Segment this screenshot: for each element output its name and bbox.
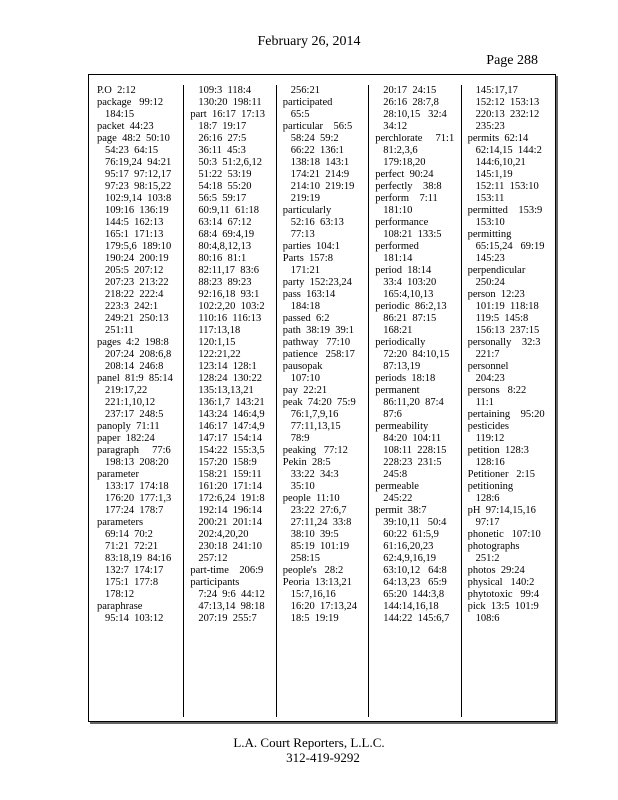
- index-page-refs: 69:14 70:2: [105, 529, 153, 540]
- index-page-refs: 152:12 153:13: [475, 97, 540, 108]
- index-entry: periodic 86:2,13: [375, 301, 447, 312]
- index-page-refs: 258:15: [290, 553, 320, 564]
- index-column-1: [91, 85, 183, 717]
- index-page-refs: 177:24 178:7: [105, 505, 164, 516]
- footer-company: L.A. Court Reporters, L.L.C.: [233, 735, 385, 750]
- index-page-refs: 23:22 27:6,7: [290, 505, 347, 516]
- index-page-refs: 178:12: [105, 589, 135, 600]
- index-page-refs: 97:23 98:15,22: [105, 181, 172, 192]
- index-page-refs: 145:1,19: [475, 169, 513, 180]
- index-page-refs: 133:17 174:18: [105, 481, 169, 492]
- index-page-refs: 223:3 242:1: [105, 301, 159, 312]
- index-page-refs: 83:18,19 84:16: [105, 553, 172, 564]
- page-number: Page 288: [486, 53, 538, 68]
- index-page-refs: 84:20 104:11: [383, 433, 442, 444]
- index-entry: P.O 2:12: [97, 85, 136, 96]
- index-entry: pH 97:14,15,16: [467, 505, 536, 516]
- index-page-refs: 51:22 53:19: [198, 169, 252, 180]
- index-page-refs: 52:16 63:13: [290, 217, 344, 228]
- index-page-refs: 50:3 51:2,6,12: [198, 157, 262, 168]
- index-entry: pick 13:5 101:9: [467, 601, 539, 612]
- index-entry: pay 22:21: [282, 385, 328, 396]
- index-entry: photographs: [467, 541, 520, 552]
- index-entry: permitting: [467, 229, 512, 240]
- index-page-refs: 156:13 237:15: [475, 325, 540, 336]
- index-entry: periods 18:18: [375, 373, 436, 384]
- index-page-refs: 165:1 171:13: [105, 229, 164, 240]
- index-entry: performance: [375, 217, 429, 228]
- index-page-refs: 77:11,13,15: [290, 421, 341, 432]
- index-page-refs: 251:2: [475, 553, 500, 564]
- index-page-refs: 128:6: [475, 493, 500, 504]
- index-page-refs: 78:9: [290, 433, 310, 444]
- index-entry: permeability: [375, 421, 429, 432]
- index-page-refs: 221:1,10,12: [105, 397, 156, 408]
- index-page-refs: 60:22 61:5,9: [383, 529, 439, 540]
- index-page-refs: 108:21 133:5: [383, 229, 442, 240]
- index-page-refs: 15:7,16,16: [290, 589, 336, 600]
- index-page-refs: 110:16 116:13: [198, 313, 262, 324]
- index-page-refs: 207:19 255:7: [198, 613, 257, 624]
- index-entry: panel 81:9 85:14: [97, 373, 173, 384]
- index-page-refs: 119:12: [475, 433, 505, 444]
- index-page-refs: 214:10 219:19: [290, 181, 355, 192]
- index-page-refs: 66:22 136:1: [290, 145, 344, 156]
- index-page-refs: 54:23 64:15: [105, 145, 159, 156]
- index-page-refs: 62:14,15 144:2: [475, 145, 542, 156]
- index-entry: participated: [282, 97, 333, 108]
- index-page-refs: 65:15,24 69:19: [475, 241, 545, 252]
- index-page-refs: 204:23: [475, 373, 505, 384]
- index-page-refs: 144:14,16,18: [383, 601, 439, 612]
- page-date: February 26, 2014: [257, 34, 361, 49]
- index-page-refs: 120:1,15: [198, 337, 236, 348]
- index-column-5: [461, 85, 553, 717]
- index-entry: passed 6:2: [282, 313, 330, 324]
- index-page-refs: 82:11,17 83:6: [198, 265, 259, 276]
- index-page-refs: 27:11,24 33:8: [290, 517, 352, 528]
- index-entry: party 152:23,24: [282, 277, 352, 288]
- index-frame: [88, 74, 556, 722]
- index-page-refs: 145:23: [475, 253, 505, 264]
- index-entry: people 11:10: [282, 493, 340, 504]
- index-page-refs: 63:10,12 64:8: [383, 565, 447, 576]
- index-page-refs: 176:20 177:1,3: [105, 493, 172, 504]
- index-page-refs: 108:6: [475, 613, 500, 624]
- index-page-refs: 65:20 144:3,8: [383, 589, 445, 600]
- index-page-refs: 109:3 118:4: [198, 85, 252, 96]
- index-page-refs: 87:6: [383, 409, 402, 420]
- index-entry: paragraph 77:6: [97, 445, 171, 456]
- index-page-refs: 171:21: [290, 265, 320, 276]
- index-page-refs: 168:21: [383, 325, 413, 336]
- index-entry: path 38:19 39:1: [282, 325, 354, 336]
- index-entry: perchlorate 71:1: [375, 133, 455, 144]
- index-page-refs: 33:22 34:3: [290, 469, 339, 480]
- index-page-refs: 184:15: [105, 109, 135, 120]
- index-page-refs: 77:13: [290, 229, 315, 240]
- index-entry: part 16:17 17:13: [190, 109, 266, 120]
- index-entry: perform 7:11: [375, 193, 438, 204]
- index-page-refs: 198:13 208:20: [105, 457, 169, 468]
- index-entry: Parts 157:8: [282, 253, 333, 264]
- index-page-refs: 145:17,17: [475, 85, 518, 96]
- index-entry: patience 258:17: [282, 349, 355, 360]
- index-page-refs: 128:24 130:22: [198, 373, 262, 384]
- index-entry: periodically: [375, 337, 426, 348]
- index-page-refs: 123:14 128:1: [198, 361, 257, 372]
- index-entry: permitted 153:9: [467, 205, 543, 216]
- index-page-refs: 179:18,20: [383, 157, 426, 168]
- index-entry: petitioning: [467, 481, 514, 492]
- index-page-refs: 26:16 27:5: [198, 133, 247, 144]
- index-entry: paraphrase: [97, 601, 143, 612]
- index-page-refs: 38:10 39:5: [290, 529, 339, 540]
- index-page-refs: 117:13,18: [198, 325, 241, 336]
- index-page-refs: 109:16 136:19: [105, 205, 169, 216]
- index-page-refs: 245:22: [383, 493, 413, 504]
- index-entry: petition 128:3: [467, 445, 529, 456]
- index-entry: phytotoxic 99:4: [467, 589, 540, 600]
- index-entry: pages 4:2 198:8: [97, 337, 169, 348]
- index-column-2: [183, 85, 275, 717]
- index-page-refs: 237:17 248:5: [105, 409, 164, 420]
- index-entry: panoply 71:11: [97, 421, 160, 432]
- index-entry: Petitioner 2:15: [467, 469, 535, 480]
- index-page-refs: 18:5 19:19: [290, 613, 339, 624]
- index-entry: permit 38:7: [375, 505, 427, 516]
- index-entry: participants: [190, 577, 240, 588]
- index-page-refs: 230:18 241:10: [198, 541, 262, 552]
- index-page-refs: 200:21 201:14: [198, 517, 262, 528]
- index-page-refs: 181:10: [383, 205, 413, 216]
- index-page-refs: 56:5 59:17: [198, 193, 247, 204]
- index-entry: perpendicular: [467, 265, 526, 276]
- index-page-refs: 157:20 158:9: [198, 457, 257, 468]
- index-entry: pertaining 95:20: [467, 409, 545, 420]
- index-page-refs: 256:21: [290, 85, 320, 96]
- index-page-refs: 257:12: [198, 553, 228, 564]
- index-entry: parameters: [97, 517, 144, 528]
- index-page-refs: 138:18 143:1: [290, 157, 350, 168]
- index-page-refs: 152:11 153:10: [475, 181, 539, 192]
- index-page-refs: 72:20 84:10,15: [383, 349, 450, 360]
- index-entry: performed: [375, 241, 419, 252]
- index-page-refs: 108:11 228:15: [383, 445, 447, 456]
- index-entry: page 48:2 50:10: [97, 133, 170, 144]
- index-page-refs: 97:17: [475, 517, 500, 528]
- index-page-refs: 119:5 145:8: [475, 313, 529, 324]
- index-page-refs: 179:5,6 189:10: [105, 241, 172, 252]
- index-page-refs: 208:14 246:8: [105, 361, 164, 372]
- index-page-refs: 153:10: [475, 217, 505, 228]
- index-entry: photos 29:24: [467, 565, 525, 576]
- index-entry: people's 28:2: [282, 565, 344, 576]
- index-page-refs: 144:5 162:13: [105, 217, 164, 228]
- index-entry: parties 104:1: [282, 241, 340, 252]
- index-entry: physical 140:2: [467, 577, 535, 588]
- index-page-refs: 219:19: [290, 193, 320, 204]
- index-page-refs: 161:20 171:14: [198, 481, 262, 492]
- index-page-refs: 132:7 174:17: [105, 565, 164, 576]
- footer-phone: 312-419-9292: [286, 750, 360, 765]
- index-page-refs: 7:24 9:6 44:12: [198, 589, 265, 600]
- index-entry: peak 74:20 75:9: [282, 397, 356, 408]
- index-entry: package 99:12: [97, 97, 164, 108]
- index-page-refs: 101:19 118:18: [475, 301, 539, 312]
- index-page-refs: 220:13 232:12: [475, 109, 540, 120]
- index-page-refs: 54:18 55:20: [198, 181, 252, 192]
- index-page-refs: 18:7 19:17: [198, 121, 247, 132]
- index-page-refs: 39:10,11 50:4: [383, 517, 447, 528]
- index-entry: person 12:23: [467, 289, 525, 300]
- index-page-refs: 122:21,22: [198, 349, 241, 360]
- index-page-refs: 64:13,23 65:9: [383, 577, 447, 588]
- index-page-refs: 144:6,10,21: [475, 157, 526, 168]
- index-entry: paper 182:24: [97, 433, 155, 444]
- index-columns: [91, 85, 553, 717]
- index-page-refs: 175:1 177:8: [105, 577, 159, 588]
- index-entry: perfect 90:24: [375, 169, 434, 180]
- index-page-refs: 146:17 147:4,9: [198, 421, 265, 432]
- index-page-refs: 219:17,22: [105, 385, 148, 396]
- index-entry: Peoria 13:13,21: [282, 577, 352, 588]
- index-page-refs: 80:16 81:1: [198, 253, 247, 264]
- index-page-refs: 86:21 87:15: [383, 313, 437, 324]
- index-page-refs: 81:2,3,6: [383, 145, 418, 156]
- index-page-refs: 102:9,14 103:8: [105, 193, 172, 204]
- index-page-refs: 144:22 145:6,7: [383, 613, 450, 624]
- index-page-refs: 158:21 159:11: [198, 469, 262, 480]
- index-page-refs: 76:19,24 94:21: [105, 157, 172, 168]
- index-page-refs: 207:23 213:22: [105, 277, 169, 288]
- index-entry: particular 56:5: [282, 121, 353, 132]
- index-page-refs: 87:13,19: [383, 361, 421, 372]
- index-entry: period 18:14: [375, 265, 432, 276]
- index-page-refs: 154:22 155:3,5: [198, 445, 265, 456]
- index-page-refs: 95:17 97:12,17: [105, 169, 172, 180]
- index-page-refs: 85:19 101:19: [290, 541, 350, 552]
- index-page-refs: 95:14 103:12: [105, 613, 164, 624]
- index-page-refs: 107:10: [290, 373, 320, 384]
- index-page-refs: 92:16,18 93:1: [198, 289, 260, 300]
- index-page-refs: 136:1,7 143:21: [198, 397, 265, 408]
- index-page-refs: 33:4 103:20: [383, 277, 437, 288]
- index-entry: parameter: [97, 469, 139, 480]
- index-page-refs: 181:14: [383, 253, 413, 264]
- index-page-refs: 235:23: [475, 121, 505, 132]
- index-page-refs: 165:4,10,13: [383, 289, 434, 300]
- index-page-refs: 143:24 146:4,9: [198, 409, 265, 420]
- index-entry: pathway 77:10: [282, 337, 351, 348]
- index-page-refs: 153:11: [475, 193, 505, 204]
- index-entry: pass 163:14: [282, 289, 336, 300]
- index-page-refs: 28:10,15 32:4: [383, 109, 447, 120]
- index-page-refs: 249:21 250:13: [105, 313, 169, 324]
- index-page-refs: 221:7: [475, 349, 500, 360]
- index-page-refs: 11:1: [475, 397, 494, 408]
- index-entry: Pekin 28:5: [282, 457, 331, 468]
- index-column-3: [276, 85, 368, 717]
- index-page-refs: 36:11 45:3: [198, 145, 246, 156]
- index-page-refs: 228:23 231:5: [383, 457, 442, 468]
- index-entry: pesticides: [467, 421, 510, 432]
- index-entry: personnel: [467, 361, 509, 372]
- index-page-refs: 76:1,7,9,16: [290, 409, 339, 420]
- index-page-refs: 34:12: [383, 121, 408, 132]
- index-entry: persons 8:22: [467, 385, 527, 396]
- index-page-refs: 205:5 207:12: [105, 265, 164, 276]
- index-page-refs: 26:16 28:7,8: [383, 97, 439, 108]
- index-page-refs: 68:4 69:4,19: [198, 229, 255, 240]
- index-page-refs: 202:4,20,20: [198, 529, 249, 540]
- index-page-refs: 135:13,13,21: [198, 385, 254, 396]
- index-entry: personally 32:3: [467, 337, 541, 348]
- index-page-refs: 190:24 200:19: [105, 253, 169, 264]
- index-page-refs: 174:21 214:9: [290, 169, 350, 180]
- index-entry: phonetic 107:10: [467, 529, 541, 540]
- index-entry: packet 44:23: [97, 121, 154, 132]
- index-entry: pausopak: [282, 361, 323, 372]
- index-page-refs: 71:21 72:21: [105, 541, 159, 552]
- index-page-refs: 218:22 222:4: [105, 289, 164, 300]
- index-page-refs: 128:16: [475, 457, 505, 468]
- index-page-refs: 192:14 196:14: [198, 505, 262, 516]
- index-page-refs: 47:13,14 98:18: [198, 601, 265, 612]
- index-page-refs: 35:10: [290, 481, 315, 492]
- index-page-refs: 88:23 89:23: [198, 277, 252, 288]
- index-page-refs: 251:11: [105, 325, 134, 336]
- index-page-refs: 80:4,8,12,13: [198, 241, 252, 252]
- index-page-refs: 61:16,20,23: [383, 541, 434, 552]
- index-page-refs: 250:24: [475, 277, 505, 288]
- index-page-refs: 147:17 154:14: [198, 433, 262, 444]
- index-column-4: [368, 85, 460, 717]
- index-page-refs: 184:18: [290, 301, 320, 312]
- index-entry: part-time 206:9: [190, 565, 264, 576]
- index-entry: peaking 77:12: [282, 445, 348, 456]
- index-page-refs: 245:8: [383, 469, 408, 480]
- index-page-refs: 60:9,11 61:18: [198, 205, 259, 216]
- index-page-refs: 207:24 208:6,8: [105, 349, 172, 360]
- index-page-refs: 172:6,24 191:8: [198, 493, 265, 504]
- index-page-refs: 65:5: [290, 109, 310, 120]
- index-page-refs: 86:11,20 87:4: [383, 397, 444, 408]
- index-page-refs: 58:24 59:2: [290, 133, 339, 144]
- index-entry: permeable: [375, 481, 419, 492]
- index-page-refs: 130:20 198:11: [198, 97, 262, 108]
- index-entry: perfectly 38:8: [375, 181, 442, 192]
- index-page-refs: 20:17 24:15: [383, 85, 437, 96]
- index-page-refs: 16:20 17:13,24: [290, 601, 358, 612]
- index-entry: permits 62:14: [467, 133, 529, 144]
- index-entry: permanent: [375, 385, 420, 396]
- index-page-refs: 63:14 67:12: [198, 217, 252, 228]
- index-page-refs: 102:2,20 103:2: [198, 301, 265, 312]
- index-entry: particularly: [282, 205, 332, 216]
- index-page-refs: 62:4,9,16,19: [383, 553, 436, 564]
